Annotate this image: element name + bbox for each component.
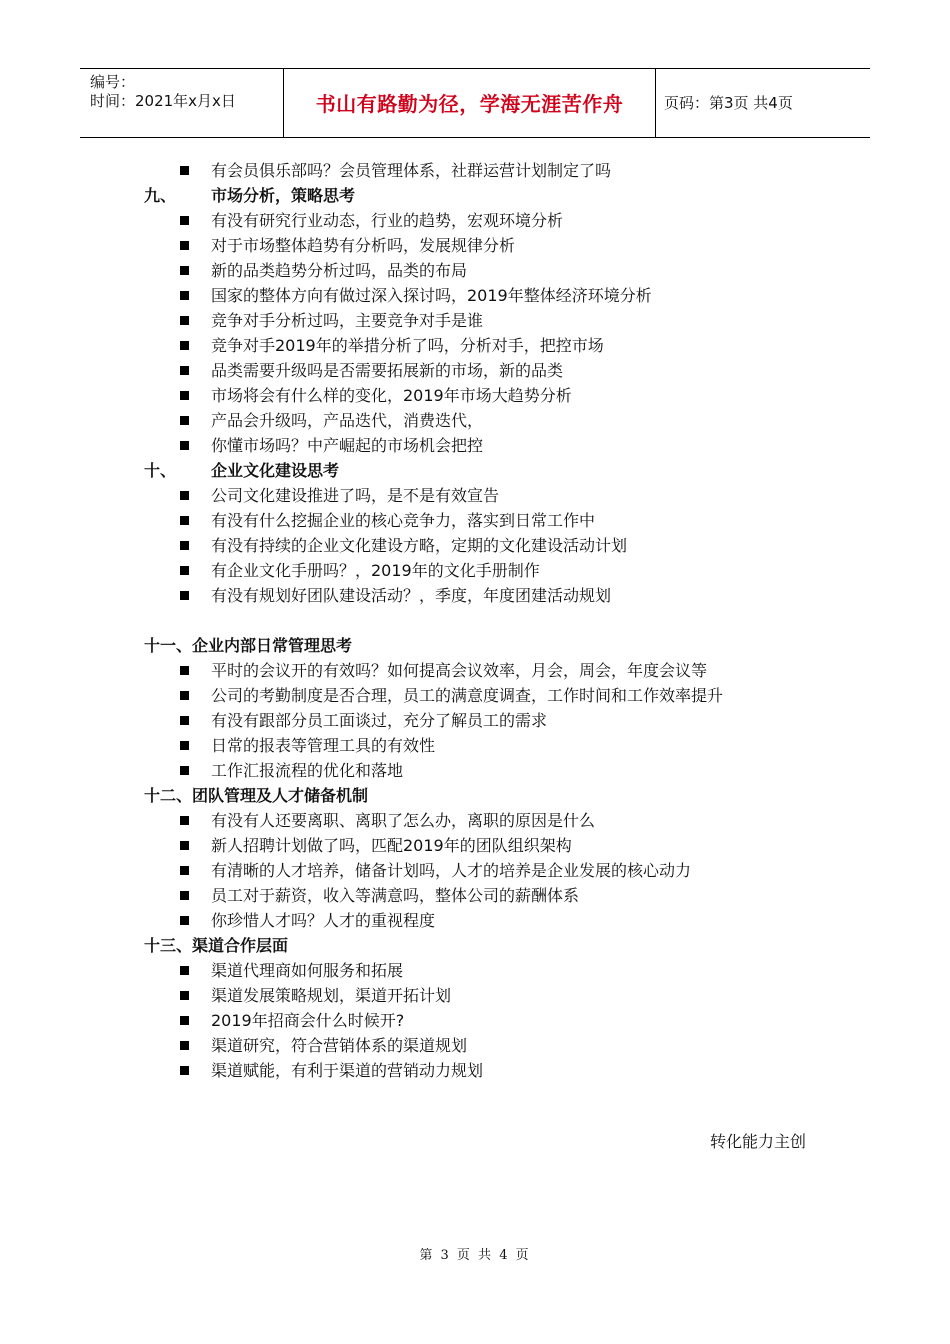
list-item: [0, 583, 950, 608]
section-title: 十三、渠道合作层面: [144, 936, 289, 955]
list-item: [0, 508, 950, 533]
square-bullet-icon: [180, 666, 189, 675]
list-item: [0, 333, 950, 358]
square-bullet-icon: [180, 391, 189, 400]
page-footer: 第 3 页 共 4 页: [419, 1248, 531, 1263]
list-item: [0, 983, 950, 1008]
list-item: [0, 483, 950, 508]
square-bullet-icon: [180, 441, 189, 450]
header-page-cell: [655, 69, 870, 137]
list-item-text: 公司的考勤制度是否合理，员工的满意度调查，工作时间和工作效率提升: [211, 686, 724, 705]
list-item-text: 产品会升级吗，产品迭代，消费迭代，: [211, 411, 484, 430]
list-item: [0, 1033, 950, 1058]
section-title: 企业文化建设思考: [211, 461, 340, 480]
list-item: [0, 883, 950, 908]
square-bullet-icon: [180, 341, 189, 350]
square-bullet-icon: [180, 741, 189, 750]
section-13-list: [0, 958, 950, 1083]
section-heading-12: [0, 783, 950, 808]
section-9-list: [0, 208, 950, 458]
author-signature: 转化能力主创: [710, 1132, 807, 1151]
list-item: [0, 683, 950, 708]
list-item-text: 有没有跟部分员工面谈过，充分了解员工的需求: [211, 711, 548, 730]
list-item: [0, 1058, 950, 1083]
motto-text: 书山有路勤为径，学海无涯苦作舟: [315, 92, 624, 116]
list-item-text: 新的品类趋势分析过吗，品类的布局: [211, 261, 468, 280]
list-item: [0, 858, 950, 883]
square-bullet-icon: [180, 316, 189, 325]
section-heading-10: [0, 458, 950, 483]
section-12-list: [0, 808, 950, 933]
list-item-text: 日常的报表等管理工具的有效性: [211, 736, 436, 755]
list-item: [0, 733, 950, 758]
list-item-text: 你珍惜人才吗？人才的重视程度: [211, 911, 436, 930]
list-item-text: 市场将会有什么样的变化，2019年市场大趋势分析: [211, 386, 572, 405]
section-11-list: [0, 658, 950, 783]
section-10-list: [0, 483, 950, 608]
header-left-cell: [80, 69, 283, 137]
list-item-text: 有会员俱乐部吗？会员管理体系，社群运营计划制定了吗: [211, 161, 612, 180]
square-bullet-icon: [180, 766, 189, 775]
square-bullet-icon: [180, 716, 189, 725]
list-item: [0, 833, 950, 858]
list-item-text: 有企业文化手册吗？，2019年的文化手册制作: [211, 561, 540, 580]
section-title: 市场分析，策略思考: [211, 186, 356, 205]
list-item: [0, 408, 950, 433]
list-item-text: 工作汇报流程的优化和落地: [211, 761, 404, 780]
list-item-text: 对于市场整体趋势有分析吗，发展规律分析: [211, 236, 516, 255]
list-item-text: 新人招聘计划做了吗，匹配2019年的团队组织架构: [211, 836, 572, 855]
list-item-text: 渠道赋能，有利于渠道的营销动力规划: [211, 1061, 484, 1080]
section-heading-9: [0, 183, 950, 208]
square-bullet-icon: [180, 166, 189, 175]
list-item: [0, 1008, 950, 1033]
square-bullet-icon: [180, 591, 189, 600]
section-number: 十、: [144, 461, 177, 480]
square-bullet-icon: [180, 1066, 189, 1075]
list-item-text: 品类需要升级吗是否需要拓展新的市场，新的品类: [211, 361, 564, 380]
square-bullet-icon: [180, 866, 189, 875]
list-item-text: 竞争对手分析过吗，主要竞争对手是谁: [211, 311, 484, 330]
square-bullet-icon: [180, 291, 189, 300]
list-item-text: 有没有规划好团队建设活动？，季度，年度团建活动规划: [211, 586, 612, 605]
square-bullet-icon: [180, 416, 189, 425]
square-bullet-icon: [180, 816, 189, 825]
list-item-text: 渠道代理商如何服务和拓展: [211, 961, 404, 980]
list-item-text: 有没有什么挖掘企业的核心竞争力，落实到日常工作中: [211, 511, 596, 530]
list-item: [0, 658, 950, 683]
list-item-text: 有清晰的人才培养，储备计划吗，人才的培养是企业发展的核心动力: [211, 861, 692, 880]
square-bullet-icon: [180, 366, 189, 375]
list-item-text: 你懂市场吗？中产崛起的市场机会把控: [211, 436, 484, 455]
square-bullet-icon: [180, 541, 189, 550]
list-item: [0, 158, 950, 183]
square-bullet-icon: [180, 216, 189, 225]
square-bullet-icon: [180, 491, 189, 500]
list-item: [0, 908, 950, 933]
list-item: [0, 258, 950, 283]
list-item-text: 渠道研究，符合营销体系的渠道规划: [211, 1036, 468, 1055]
list-item: [0, 283, 950, 308]
page-header: [80, 68, 870, 138]
square-bullet-icon: [180, 841, 189, 850]
square-bullet-icon: [180, 266, 189, 275]
list-item: [0, 308, 950, 333]
list-item-text: 竞争对手2019年的举措分析了吗，分析对手，把控市场: [211, 336, 604, 355]
document-number-label: 编号：: [90, 73, 136, 91]
square-bullet-icon: [180, 691, 189, 700]
header-page-info: 页码：第3页 共4页: [664, 94, 793, 112]
document-time-label: 时间：2021年x月x日: [90, 92, 236, 110]
square-bullet-icon: [180, 566, 189, 575]
square-bullet-icon: [180, 891, 189, 900]
square-bullet-icon: [180, 916, 189, 925]
list-item: [0, 383, 950, 408]
list-item: [0, 708, 950, 733]
square-bullet-icon: [180, 966, 189, 975]
list-item: [0, 533, 950, 558]
list-item-text: 有没有研究行业动态，行业的趋势，宏观环境分析: [211, 211, 564, 230]
document-body: [0, 158, 950, 1083]
list-item-text: 公司文化建设推进了吗，是不是有效宣告: [211, 486, 500, 505]
section-title: 十二、团队管理及人才储备机制: [144, 786, 369, 805]
list-item-text: 国家的整体方向有做过深入探讨吗，2019年整体经济环境分析: [211, 286, 652, 305]
list-item-text: 有没有持续的企业文化建设方略，定期的文化建设活动计划: [211, 536, 628, 555]
list-item-text: 员工对于薪资，收入等满意吗，整体公司的薪酬体系: [211, 886, 580, 905]
square-bullet-icon: [180, 1016, 189, 1025]
header-motto-cell: [283, 69, 656, 137]
list-item: [0, 433, 950, 458]
section-heading-11: [0, 633, 950, 658]
blank-line: [0, 608, 950, 633]
square-bullet-icon: [180, 241, 189, 250]
list-item-text: 平时的会议开的有效吗？如何提高会议效率，月会，周会，年度会议等: [211, 661, 708, 680]
square-bullet-icon: [180, 516, 189, 525]
list-item: [0, 808, 950, 833]
square-bullet-icon: [180, 991, 189, 1000]
list-item-text: 有没有人还要离职、离职了怎么办，离职的原因是什么: [211, 811, 596, 830]
list-item: [0, 958, 950, 983]
section-number: 九、: [144, 186, 177, 205]
list-item: [0, 358, 950, 383]
list-item-text: 2019年招商会什么时候开?: [211, 1011, 405, 1030]
section-heading-13: [0, 933, 950, 958]
list-item: [0, 758, 950, 783]
list-item-text: 渠道发展策略规划，渠道开拓计划: [211, 986, 452, 1005]
list-item: [0, 233, 950, 258]
square-bullet-icon: [180, 1041, 189, 1050]
list-item: [0, 558, 950, 583]
list-item: [0, 208, 950, 233]
section-title: 十一、企业内部日常管理思考: [144, 636, 353, 655]
